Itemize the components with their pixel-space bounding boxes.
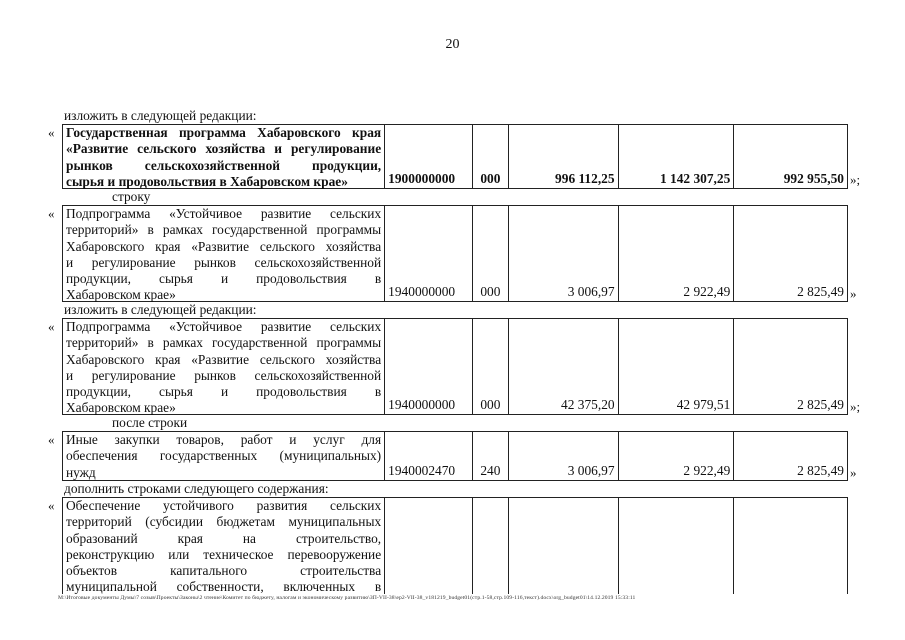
table-row: [62, 497, 848, 594]
row-name-line: реконструкцию или техническое перевооружение: [66, 546, 382, 562]
row-name-line: рынков сельскохозяйственной продукции,: [66, 157, 382, 173]
open-quote: «: [48, 206, 55, 221]
row-name-line: продукции, сырья и продовольствия в: [66, 384, 382, 400]
expense-type-cell: [472, 498, 508, 594]
amount-2022-cell: 2 825,49: [733, 319, 847, 414]
amount-2020-cell: [508, 498, 618, 594]
expense-type-cell: 000: [472, 319, 508, 414]
row-name-line: Иные закупки товаров, работ и услуг для: [66, 432, 382, 447]
expense-type-cell: 000: [472, 125, 508, 188]
amount-2022-cell: 992 955,50: [733, 125, 847, 188]
row-name-line: объектов капитального строительства: [66, 563, 382, 579]
amount-2021-cell: 2 922,49: [618, 206, 734, 301]
target-article-cell: 1940002470: [384, 432, 472, 480]
close-quote: »: [850, 465, 857, 480]
amount-2021-cell: 2 922,49: [618, 432, 734, 480]
open-quote: «: [48, 498, 55, 513]
target-article-cell: 1940000000: [384, 206, 472, 301]
row-name-line: Хабаровском крае»: [66, 287, 176, 303]
expense-type-cell: 240: [472, 432, 508, 480]
table-row: [62, 205, 848, 302]
row-name-line: муниципальной собственности, включенных в: [66, 579, 382, 595]
row-name-line: Хабаровском крае»: [66, 400, 176, 416]
row-name-line: Государственная программа Хабаровского края: [66, 125, 382, 140]
row-name-line: нужд: [66, 464, 96, 480]
row-name-line: Хабаровского края «Развитие сельского хозяйства: [66, 238, 382, 254]
close-quote: »;: [850, 399, 861, 414]
row-name-line: территорий (субсидии бюджетам муниципальных: [66, 514, 382, 530]
expense-type-cell: 000: [472, 206, 508, 301]
instruction-text: строку: [112, 189, 151, 204]
amount-2020-cell: 3 006,97: [508, 206, 618, 301]
amount-2020-cell: 996 112,25: [508, 125, 618, 188]
amount-2021-cell: 1 142 307,25: [618, 125, 734, 188]
row-name-line: и регулирование рынков сельскохозяйственной: [66, 254, 382, 270]
target-article-cell: [384, 498, 472, 594]
row-name-cell: [63, 206, 384, 301]
instruction-text: после строки: [112, 415, 188, 430]
row-name-line: и регулирование рынков сельскохозяйственной: [66, 367, 382, 383]
amount-2022-cell: 2 825,49: [733, 206, 847, 301]
instruction-text: изложить в следующей редакции:: [64, 302, 257, 317]
table-row: [62, 431, 848, 481]
row-name-cell: [63, 432, 384, 480]
page-number: 20: [445, 37, 460, 52]
target-article-cell: 1900000000: [384, 125, 472, 188]
open-quote: «: [48, 125, 55, 140]
row-name-line: «Развитие сельского хозяйства и регулирование: [66, 141, 382, 157]
instruction-text: дополнить строками следующего содержания:: [64, 481, 329, 496]
row-name-line: Подпрограмма «Устойчивое развитие сельских: [66, 206, 382, 221]
close-quote: »: [850, 286, 857, 301]
row-name-line: образований края на строительство,: [66, 530, 382, 546]
row-name-line: территорий» в рамках государственной программы: [66, 222, 382, 238]
open-quote: «: [48, 432, 55, 447]
row-name-line: сырья и продовольствия в Хабаровском крае»: [66, 173, 348, 189]
file-path-footer: M:\Итоговые документы Думы\7 созыв\Проекты\Законы\2 чтение\Комитет по бюджету, налогам и экономическому развитию\ЗП-VII-38\ep2-VII-38_v181219_budget01(стр.1-58,стр.109-116,текст).docx\org_budget01\14.12.2019 15:33:11: [58, 595, 636, 601]
amount-2022-cell: 2 825,49: [733, 432, 847, 480]
open-quote: «: [48, 319, 55, 334]
close-quote: »;: [850, 172, 861, 187]
row-name-cell: [63, 319, 384, 414]
instruction-text: изложить в следующей редакции:: [64, 108, 257, 123]
amount-2021-cell: 42 979,51: [618, 319, 734, 414]
row-name-line: Подпрограмма «Устойчивое развитие сельских: [66, 319, 382, 334]
row-name-line: Обеспечение устойчивого развития сельских: [66, 498, 382, 513]
row-name-line: территорий» в рамках государственной программы: [66, 335, 382, 351]
table-row: [62, 124, 848, 189]
amount-2021-cell: [618, 498, 734, 594]
row-name-line: обеспечения государственных (муниципальных): [66, 448, 382, 464]
row-name-line: Хабаровского края «Развитие сельского хозяйства: [66, 351, 382, 367]
row-name-cell: [63, 125, 384, 188]
amount-2020-cell: 42 375,20: [508, 319, 618, 414]
row-name-line: продукции, сырья и продовольствия в: [66, 271, 382, 287]
amount-2020-cell: 3 006,97: [508, 432, 618, 480]
target-article-cell: 1940000000: [384, 319, 472, 414]
row-name-cell: [63, 498, 384, 594]
amount-2022-cell: [733, 498, 847, 594]
table-row: [62, 318, 848, 415]
